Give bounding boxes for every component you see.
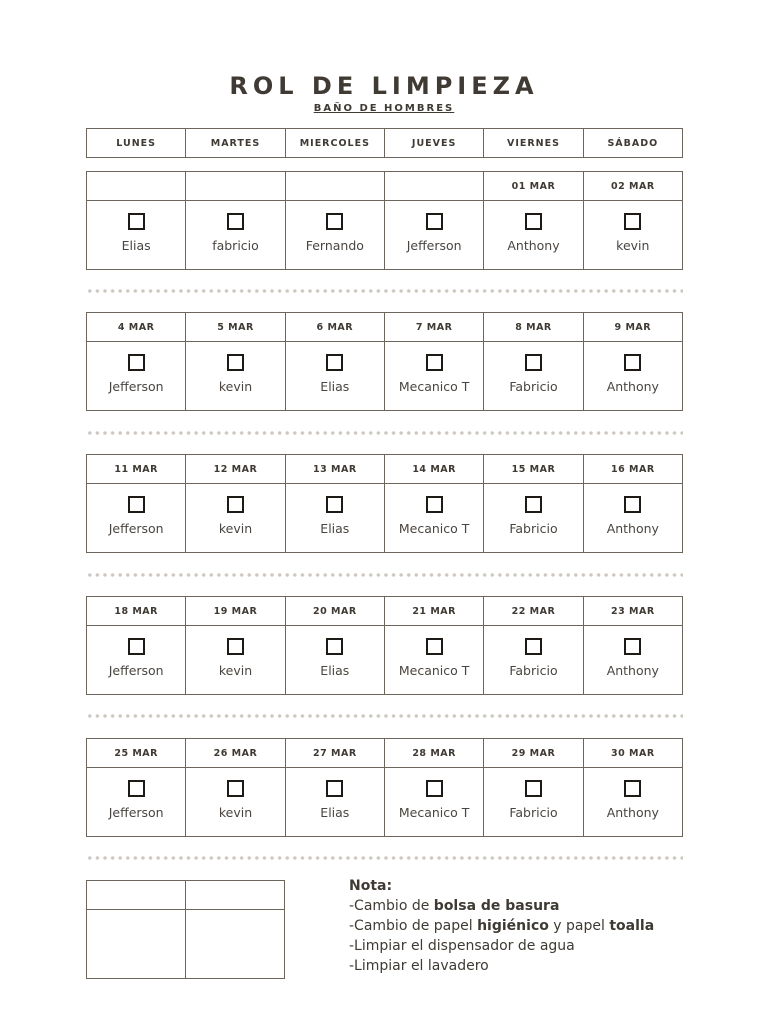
assignee-name: Mecanico T xyxy=(398,663,470,678)
note-line-3: -Limpiar el dispensador de agua xyxy=(349,938,575,954)
note-emphasis: toalla xyxy=(609,918,655,934)
blank-cell xyxy=(87,881,186,910)
assignment-cell xyxy=(285,484,384,553)
assignment-cell xyxy=(186,342,285,411)
week-2-table xyxy=(86,312,683,411)
assignment-cell xyxy=(583,768,682,837)
task-checkbox[interactable] xyxy=(624,213,641,230)
date-cell xyxy=(87,172,186,201)
assignee-name: kevin xyxy=(218,379,253,394)
assignee-name: Fabricio xyxy=(509,805,558,820)
assignment-cell xyxy=(384,342,483,411)
day-header-viernes: VIERNES xyxy=(484,129,583,158)
task-checkbox[interactable] xyxy=(128,780,145,797)
page-subtitle: BAÑO DE HOMBRES xyxy=(313,103,455,114)
date-cell: 20 MAR xyxy=(285,597,384,626)
task-checkbox[interactable] xyxy=(326,780,343,797)
note-line-2 xyxy=(349,916,654,936)
blank-cell xyxy=(186,910,285,979)
date-cell: 6 MAR xyxy=(285,313,384,342)
blank-cell xyxy=(87,910,186,979)
assignee-name: Mecanico T xyxy=(398,521,470,536)
task-checkbox[interactable] xyxy=(128,354,145,371)
assignment-cell xyxy=(583,201,682,270)
date-cell xyxy=(384,172,483,201)
assignment-cell xyxy=(384,201,483,270)
task-checkbox[interactable] xyxy=(326,638,343,655)
day-header-martes: MARTES xyxy=(186,129,285,158)
assignee-name: Fernando xyxy=(305,238,364,253)
assignment-cell xyxy=(87,484,186,553)
note-text: -Cambio de xyxy=(349,898,434,914)
page-title: ROL DE LIMPIEZA xyxy=(229,72,539,100)
dotted-divider xyxy=(86,856,683,860)
date-cell: 7 MAR xyxy=(384,313,483,342)
date-cell: 4 MAR xyxy=(87,313,186,342)
task-checkbox[interactable] xyxy=(227,496,244,513)
assignee-name: Anthony xyxy=(606,379,659,394)
date-cell: 15 MAR xyxy=(484,455,583,484)
assignee-name: Elias xyxy=(320,521,350,536)
date-cell: 12 MAR xyxy=(186,455,285,484)
date-cell: 13 MAR xyxy=(285,455,384,484)
task-checkbox[interactable] xyxy=(525,496,542,513)
task-checkbox[interactable] xyxy=(326,496,343,513)
assignee-name: Jefferson xyxy=(108,663,164,678)
task-checkbox[interactable] xyxy=(426,354,443,371)
assignment-cell xyxy=(186,484,285,553)
assignment-cell xyxy=(583,484,682,553)
date-cell: 21 MAR xyxy=(384,597,483,626)
task-checkbox[interactable] xyxy=(227,638,244,655)
assignee-name: Fabricio xyxy=(509,521,558,536)
task-checkbox[interactable] xyxy=(426,213,443,230)
task-checkbox[interactable] xyxy=(227,213,244,230)
task-checkbox[interactable] xyxy=(426,638,443,655)
task-checkbox[interactable] xyxy=(128,496,145,513)
date-cell: 16 MAR xyxy=(583,455,682,484)
date-cell: 27 MAR xyxy=(285,739,384,768)
date-cell: 19 MAR xyxy=(186,597,285,626)
week-1-table xyxy=(86,171,683,270)
assignee-name: Jefferson xyxy=(108,805,164,820)
assignment-cell xyxy=(484,484,583,553)
task-checkbox[interactable] xyxy=(326,354,343,371)
date-cell: 18 MAR xyxy=(87,597,186,626)
day-header-lunes: LUNES xyxy=(87,129,186,158)
date-cell: 30 MAR xyxy=(583,739,682,768)
assignee-name: Anthony xyxy=(606,521,659,536)
assignee-name: Fabricio xyxy=(509,663,558,678)
date-cell: 29 MAR xyxy=(484,739,583,768)
date-cell xyxy=(186,172,285,201)
date-cell: 5 MAR xyxy=(186,313,285,342)
assignment-cell xyxy=(384,768,483,837)
task-checkbox[interactable] xyxy=(624,496,641,513)
weekday-header xyxy=(86,128,683,158)
assignment-cell xyxy=(87,626,186,695)
dotted-divider xyxy=(86,573,683,577)
assignee-name: kevin xyxy=(218,663,253,678)
assignment-cell xyxy=(186,626,285,695)
blank-table xyxy=(86,880,285,979)
assignee-name: Elias xyxy=(121,238,151,253)
dotted-divider xyxy=(86,289,683,293)
dotted-divider xyxy=(86,431,683,435)
note-line-1 xyxy=(349,896,654,916)
assignment-cell xyxy=(384,626,483,695)
note-line-4: -Limpiar el lavadero xyxy=(349,958,489,974)
date-cell: 9 MAR xyxy=(583,313,682,342)
week-5-table xyxy=(86,738,683,837)
task-checkbox[interactable] xyxy=(326,213,343,230)
task-checkbox[interactable] xyxy=(227,780,244,797)
assignment-cell xyxy=(384,484,483,553)
note-text: y papel xyxy=(548,918,610,934)
assignment-cell xyxy=(484,201,583,270)
assignment-cell xyxy=(484,626,583,695)
task-checkbox[interactable] xyxy=(426,496,443,513)
assignee-name: kevin xyxy=(616,238,650,253)
day-header-sabado: SÁBADO xyxy=(583,129,682,158)
blank-cell xyxy=(186,881,285,910)
assignment-cell xyxy=(285,626,384,695)
week-4-table xyxy=(86,596,683,695)
assignee-name: fabricio xyxy=(212,238,259,253)
task-checkbox[interactable] xyxy=(525,354,542,371)
assignment-cell xyxy=(186,768,285,837)
assignee-name: Jefferson xyxy=(406,238,462,253)
date-cell: 23 MAR xyxy=(583,597,682,626)
task-checkbox[interactable] xyxy=(525,638,542,655)
week-3-table xyxy=(86,454,683,553)
day-header-jueves: JUEVES xyxy=(384,129,483,158)
assignee-name: Elias xyxy=(320,805,350,820)
assignment-cell xyxy=(484,768,583,837)
task-checkbox[interactable] xyxy=(624,354,641,371)
date-cell: 26 MAR xyxy=(186,739,285,768)
assignee-name: kevin xyxy=(218,521,253,536)
task-checkbox[interactable] xyxy=(128,213,145,230)
task-checkbox[interactable] xyxy=(426,780,443,797)
date-cell: 28 MAR xyxy=(384,739,483,768)
notes-block xyxy=(349,876,654,976)
date-cell: 8 MAR xyxy=(484,313,583,342)
assignment-cell xyxy=(285,342,384,411)
task-checkbox[interactable] xyxy=(525,213,542,230)
assignee-name: Mecanico T xyxy=(398,805,470,820)
assignment-cell xyxy=(87,768,186,837)
assignee-name: Mecanico T xyxy=(398,379,470,394)
task-checkbox[interactable] xyxy=(624,638,641,655)
assignee-name: Anthony xyxy=(606,663,659,678)
day-header-miercoles: MIERCOLES xyxy=(285,129,384,158)
assignment-cell xyxy=(285,201,384,270)
assignment-cell xyxy=(583,626,682,695)
note-text: -Cambio de papel xyxy=(349,918,478,934)
assignee-name: Jefferson xyxy=(108,379,164,394)
assignment-cell xyxy=(484,342,583,411)
assignment-cell xyxy=(87,342,186,411)
date-cell: 25 MAR xyxy=(87,739,186,768)
note-emphasis: higiénico xyxy=(477,918,549,934)
assignee-name: kevin xyxy=(218,805,253,820)
date-cell: 01 MAR xyxy=(484,172,583,201)
assignee-name: Anthony xyxy=(606,805,659,820)
assignee-name: Elias xyxy=(320,379,350,394)
task-checkbox[interactable] xyxy=(227,354,244,371)
assignment-cell xyxy=(285,768,384,837)
assignee-name: Fabricio xyxy=(509,379,558,394)
assignee-name: Jefferson xyxy=(108,521,164,536)
date-cell: 11 MAR xyxy=(87,455,186,484)
date-cell: 02 MAR xyxy=(583,172,682,201)
assignee-name: Anthony xyxy=(507,238,560,253)
assignment-cell xyxy=(87,201,186,270)
task-checkbox[interactable] xyxy=(525,780,542,797)
task-checkbox[interactable] xyxy=(624,780,641,797)
date-cell: 14 MAR xyxy=(384,455,483,484)
task-checkbox[interactable] xyxy=(128,638,145,655)
date-cell: 22 MAR xyxy=(484,597,583,626)
notes-heading: Nota: xyxy=(349,878,393,894)
note-emphasis: bolsa de basura xyxy=(433,898,560,914)
date-cell xyxy=(285,172,384,201)
dotted-divider xyxy=(86,714,683,718)
assignee-name: Elias xyxy=(320,663,350,678)
assignment-cell xyxy=(186,201,285,270)
assignment-cell xyxy=(583,342,682,411)
